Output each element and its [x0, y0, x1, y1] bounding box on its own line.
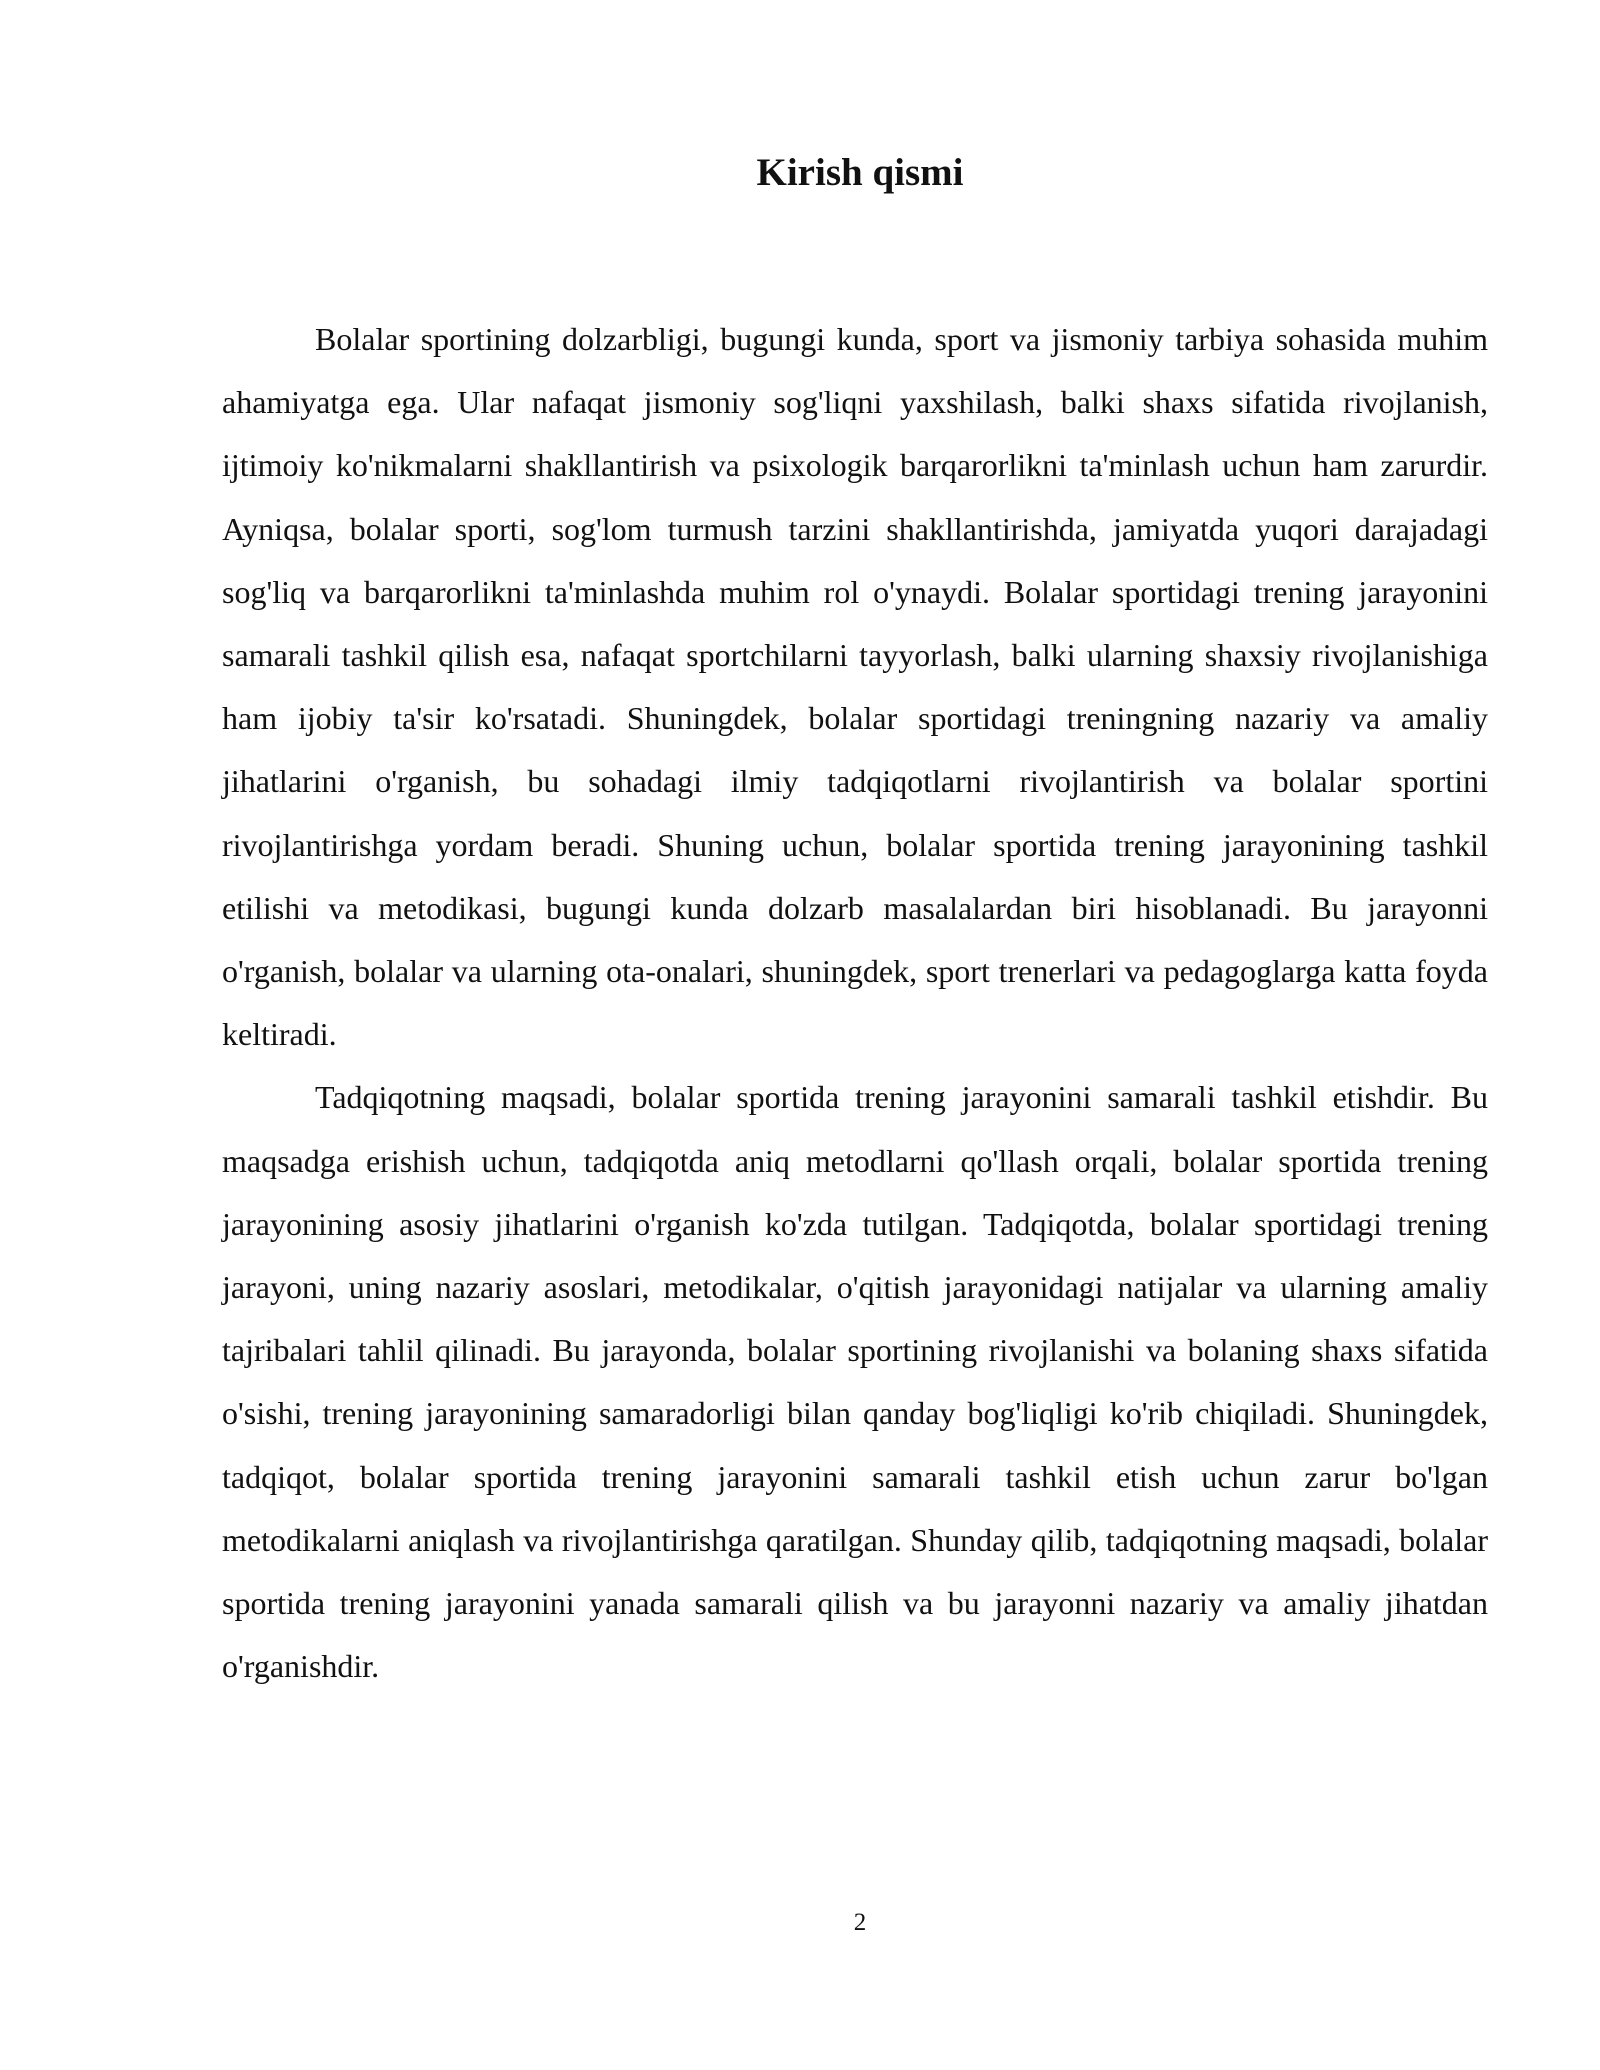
paragraph-1: Bolalar sportining dolzarbligi, bugungi kunda, sport va jismoniy tarbiya sohasida muhim ahamiyatga ega. Ular nafaqat jismoniy sog'liqni yaxshilash, balki shaxs sifatida rivojlanish, ijtimoiy ko'nikmalarni shakllantirish va psixologik barqarorlikni ta'minlash uchun ham zarurdir. Ayniqsa, bolalar sporti, sog'lom turmush tarzini shakllantirishda, jamiyatda yuqori darajadagi sog'liq va barqarorlikni ta'minlashda muhim rol o'ynaydi. Bolalar sportidagi trening jarayonini samarali tashkil qilish esa, nafaqat sportchilarni tayyorlash, balki ularning shaxsiy rivojlanishiga ham ijobiy ta'sir ko'rsatadi. Shuningdek, bolalar sportidagi treningning nazariy va amaliy jihatlarini o'rganish, bu sohadagi ilmiy tadqiqotlarni rivojlantirish va bolalar sportini rivojlantirishga yordam beradi. Shuning uchun, bolalar sportida trening jarayonining tashkil etilishi va metodikasi, bugungi kunda dolzarb masalalardan biri hisoblanadi. Bu jarayonni o'rganish, bolalar va ularning ota-onalari, shuningdek, sport trenerlari va pedagoglarga katta foyda keltiradi.	[222, 321, 1488, 1053]
title-container	[0, 148, 1600, 198]
paragraph-2: Tadqiqotning maqsadi, bolalar sportida trening jarayonini samarali tashkil etishdir. Bu maqsadga erishish uchun, tadqiqotda aniq metodlarni qo'llash orqali, bolalar sportida trening jarayonining asosiy jihatlarini o'rganish ko'zda tutilgan. Tadqiqotda, bolalar sportidagi trening jarayoni, uning nazariy asoslari, metodikalar, o'qitish jarayonidagi natijalar va ularning amaliy tajribalari tahlil qilinadi. Bu jarayonda, bolalar sportining rivojlanishi va bolaning shaxs sifatida o'sishi, trening jarayonining samaradorligi bilan qanday bog'liqligi ko'rib chiqiladi. Shuningdek, tadqiqot, bolalar sportida trening jarayonini samarali tashkil etish uchun zarur bo'lgan metodikalarni aniqlash va rivojlantirishga qaratilgan. Shunday qilib, tadqiqotning maqsadi, bolalar sportida trening jarayonini yanada samarali qilish va bu jarayonni nazariy va amaliy jihatdan o'rganishdir.	[222, 1079, 1488, 1685]
page-number: 2	[853, 1909, 867, 1936]
page-title: Kirish qismi	[756, 151, 964, 194]
body-text	[222, 308, 1488, 1698]
